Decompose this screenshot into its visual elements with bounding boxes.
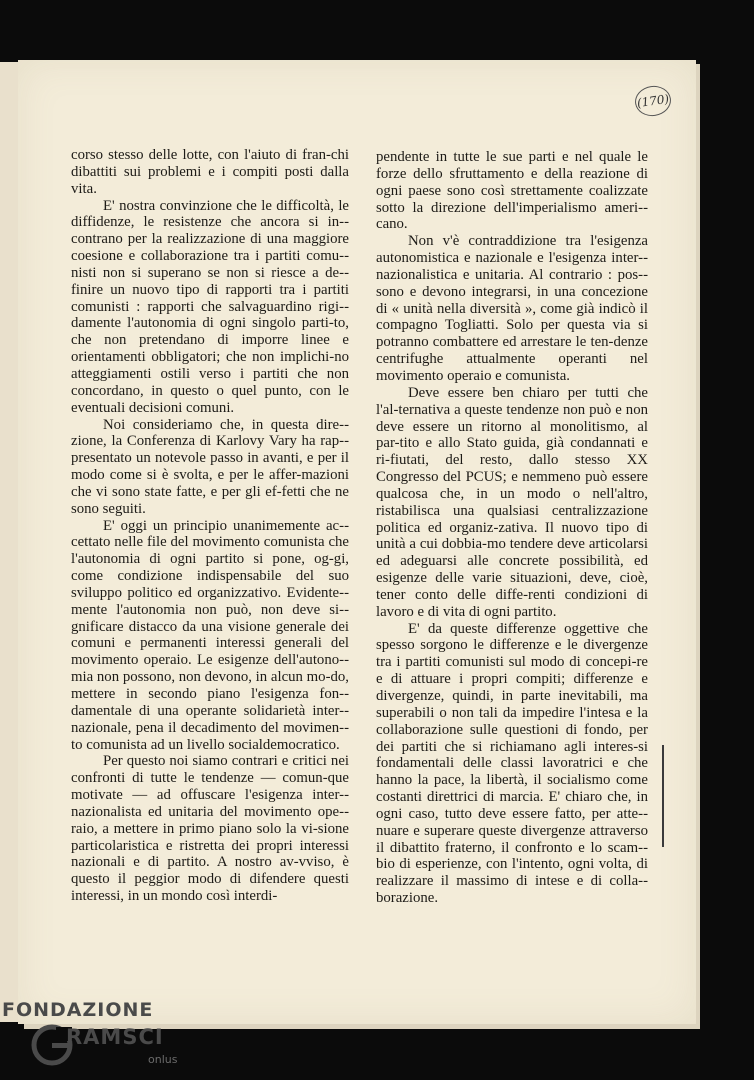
text-column-left [71, 147, 349, 905]
margin-marking-line [662, 745, 664, 847]
paragraph: Non v'è contraddizione tra l'esigenza autonomistica e nazionale e l'esigenza inter-nazionalistica e unitaria. Al contrario : pos-sono e devono integrarsi, in una concezione di « unità nella diversità », come già indicò il compagno Togliatti. Solo per questa via si potranno combattere ed arrestare le ten-denze centrifughe attualmente operanti nel movimento operaio e comunista. [376, 233, 648, 384]
paragraph: E' nostra convinzione che le difficoltà, le diffidenze, le resistenze che ancora si in-contrano per la realizzazione di una maggiore coesione e collaborazione tra i partiti comu-nisti non si superano se non si riesce a de-finire un nuovo tipo di rapporti tra i partiti comunisti : rapporti che salvaguardino rigi-damente l'autonomia di ogni singolo parti-to, che non pretendano di imporre linee e orientamenti obbligatori; che non implichi-no atteggiamenti ostili verso i partiti che non concordano, in questo o quel punto, con le eventuali decisioni comuni. [71, 197, 349, 416]
watermark-line2: RAMSCI [66, 1025, 164, 1049]
paragraph: Per questo noi siamo contrari e critici nei confronti di tutte le tendenze — comun-que motivate — ad offuscare l'esigenza inter-nazionalista ed unitaria del movimento ope-raio, a mettere in primo piano solo la vi-sione particolaristica e ristretta dei propri interessi nazionali e di partito. A nostro av-vviso, è questo il peggior modo di difendere questi interessi, in un mondo così interdi- [71, 753, 349, 905]
handwritten-page-number: (170) [633, 84, 673, 119]
paragraph: Noi consideriamo che, in questa dire-zione, la Conferenza di Karlovy Vary ha rap-presentato un notevole passo in avanti, e per il modo come si è svolta, e per le affer-mazioni che vi sono state fatte, e per gli ef-fetti che ne sono seguiti. [71, 416, 349, 517]
paragraph: E' oggi un principio unanimemente ac-cettato nelle file del movimento comunista che l'autonomia di ogni partito si pone, og-gi, come condizione indispensabile del suo sviluppo politico ed organizzativo. Evidente-mente l'autonomia non può, non deve si-gnificare distacco da una visione generale dei comuni e permanenti interessi generali del movimento operaio. Le esigenze dell'autono-mia non possono, non devono, in alcun mo-do, mettere in secondo piano l'esigenza fon-damentale di una operante solidarietà inter-nazionale, pena il decadimento del movimen-to comunista ad un livello socialdemocratico. [71, 517, 349, 753]
paragraph: pendente in tutte le sue parti e nel quale le forze dello sfruttamento e della reazione di ogni paese sono così strettamente coalizzate sotto la direzione dell'imperialismo ameri-cano. [376, 149, 648, 233]
watermark-line1: FONDAZIONE [2, 999, 154, 1021]
text-column-right [376, 149, 648, 907]
fondazione-gramsci-watermark [0, 997, 200, 1077]
paragraph: corso stesso delle lotte, con l'aiuto di fran-chi dibattiti sui problemi e i compiti posti dalla vita. [71, 147, 349, 197]
paragraph: Deve essere ben chiaro per tutti che l'al-ternativa a queste tendenze non può e non deve essere un ritorno al monolitismo, al par-tito e allo Stato guida, già condannati e ri-fiutati, del resto, dallo stesso XX Congresso del PCUS; e nemmeno può essere qualcosa che, in un modo o nell'altro, ristabilisca una qualsiasi centralizzazione politica ed organiz-zativa. Il nuovo tipo di unità a cui dobbia-mo tendere deve articolarsi ed adeguarsi alle concrete possibilità, ed esigenze delle varie situazioni, deve, cioè, tener conto delle diffe-renti condizioni di lavoro e di vita di ogni partito. [376, 384, 648, 620]
watermark-suffix: onlus [148, 1053, 178, 1066]
paragraph: E' da queste differenze oggettive che spesso sorgono le differenze e le divergenze tra i partiti comunisti sul modo di concepi-re e di attuare i propri compiti; differenze e divergenze, quindi, in parte inevitabili, ma superabili o non tali da impedire l'intesa e la collaborazione sulle questioni di fondo, per dei partiti che si richiamano agli interes-si fondamentali delle classi lavoratrici e che hanno la pace, la libertà, il socialismo come costanti direttrici di marcia. E' chiaro che, in ogni caso, tutto deve essere fatto, per atte-nuare e superare queste divergenze attraverso il dibattito fraterno, il confronto e lo scam-bio di esperienze, con l'intento, ogni volta, di realizzare il massimo di intese e di colla-borazione. [376, 620, 648, 907]
